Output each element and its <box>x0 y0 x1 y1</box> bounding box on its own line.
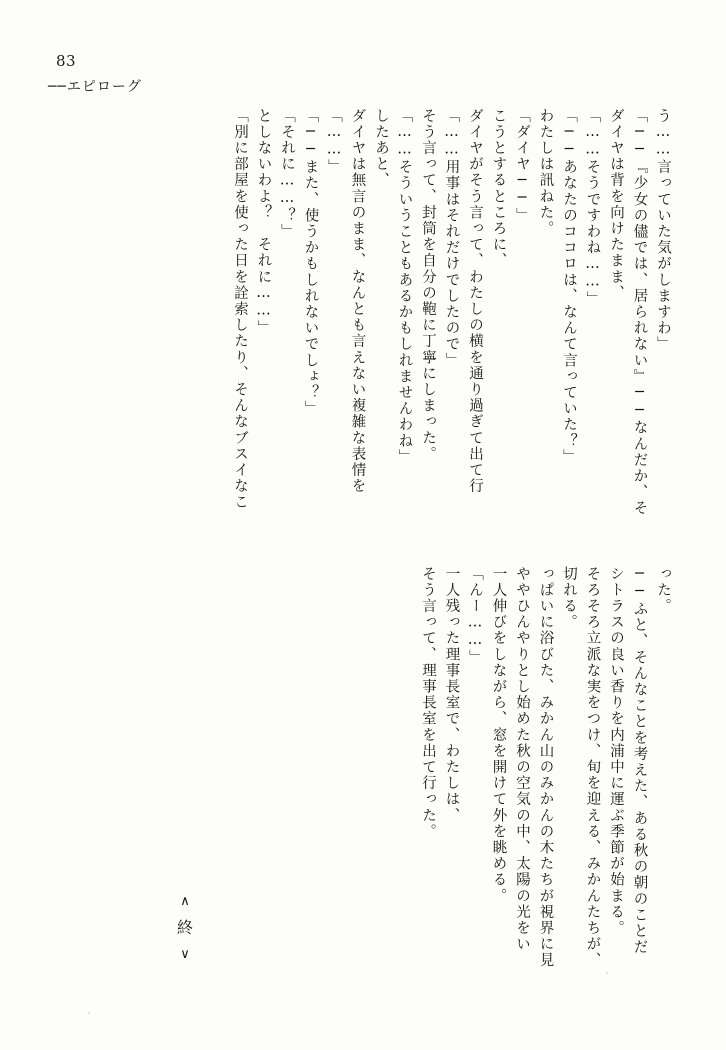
text-column: 「それに……？」 <box>279 108 295 240</box>
text-column: 「──『少女の儘では、居られない』──なんだか、そ <box>631 108 648 517</box>
text-column: ダイヤは無言のまま、なんとも言えない複雑な表情を <box>349 108 366 495</box>
page-number: 83 <box>56 52 77 70</box>
text-column: そう言って、封筒を自分の鞄に丁寧にしまった。 <box>420 108 436 463</box>
text-column: シトラスの良い香りを内浦中に運ぶ季節が始まる。 <box>608 566 624 937</box>
running-head: ──エピローグ <box>48 79 142 95</box>
text-column: 一人残った理事長室で、わたしは、 <box>443 566 460 824</box>
text-column: 「……そうですわね……」 <box>584 108 601 308</box>
text-column: そろそろ立派な実をつけ、旬を迎える、みかんたちが、 <box>584 566 601 969</box>
text-column: う……言っていた気がしますわ」 <box>655 108 671 353</box>
text-column: 「んー……」 <box>467 566 483 666</box>
text-column: っぱいに浴びた、みかん山のみかんの木たちが視界に見 <box>537 566 554 969</box>
end-mark <box>166 892 206 965</box>
text-column: ダイヤは背を向けたまま、 <box>608 108 624 302</box>
body-text-lower <box>412 566 671 986</box>
text-column: 「……用事はそれだけでしたので」 <box>443 108 460 369</box>
end-mark-word: 終 <box>176 918 195 938</box>
text-column: ダイヤがそう言って、わたしの横を通り過ぎて出て行 <box>467 108 483 495</box>
text-column: としないわよ？ それに……」 <box>255 108 272 337</box>
text-column: った。 <box>655 566 671 615</box>
text-column: 一人伸びをしながら、窓を開けて外を眺める。 <box>490 566 507 905</box>
text-column: ややひんやりとし始めた秋の空気の中、太陽の光をい <box>514 566 530 953</box>
text-column: 「……そういうこともあるかもしれませんわね」 <box>396 108 413 466</box>
text-column: わたしは訊ねた。 <box>537 108 554 237</box>
text-column: したあと、 <box>373 108 389 189</box>
body-text-upper <box>224 108 671 578</box>
end-mark-top-chevron: ∧ <box>180 894 192 909</box>
paper-speck <box>606 972 608 974</box>
text-column: 「──また、使うかもしれないでしょ？」 <box>302 108 319 417</box>
text-column: 切れる。 <box>561 566 577 631</box>
text-column: 「ダイヤ──」 <box>514 108 530 224</box>
text-column: そう言って、理事長室を出て行った。 <box>420 566 436 840</box>
text-column: こうとするところに、 <box>490 108 507 269</box>
end-mark-bottom-chevron: ∨ <box>180 946 192 962</box>
text-column: 「別に部屋を使った日を詮索したり、そんなブスイなこ <box>232 108 248 511</box>
text-column: ──ふと、そんなことを考えた、ある秋の朝のことだ <box>631 566 648 956</box>
paper-speck <box>88 1012 90 1014</box>
text-column: 「……」 <box>326 108 342 176</box>
text-column: 「──あなたのココロは、なんて言っていた？」 <box>561 108 577 466</box>
